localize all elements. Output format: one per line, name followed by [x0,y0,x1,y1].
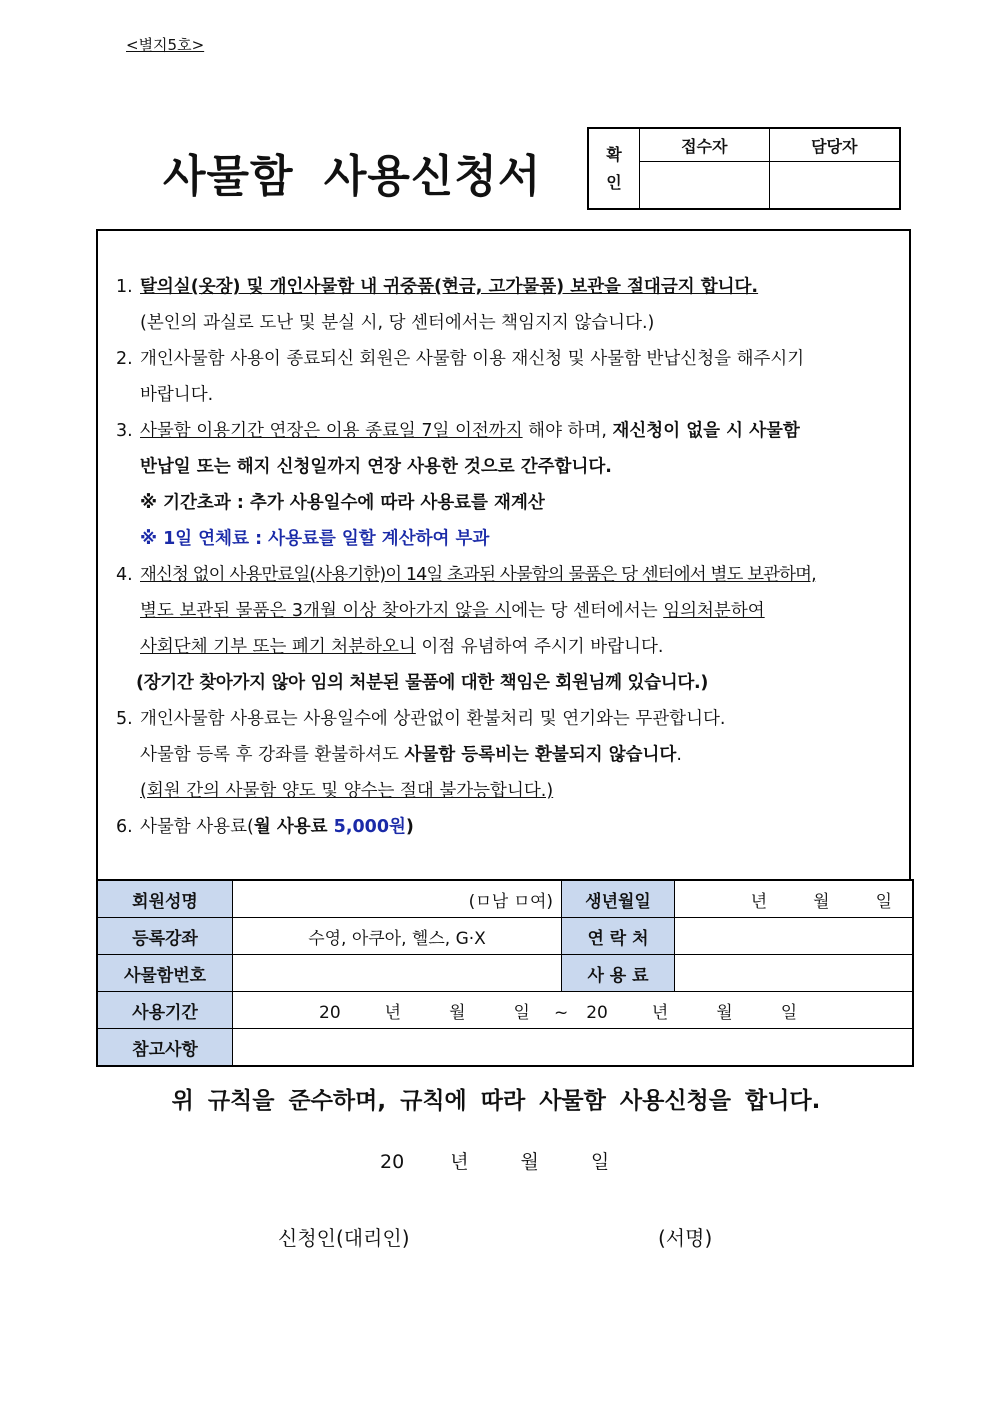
start-month-unit: 월 [449,1002,466,1023]
date-day-unit: 일 [590,1151,610,1173]
rule-4-note: (장기간 찾아가지 않아 임의 처분된 물품에 대한 책임은 회원님께 있습니다.) [136,673,709,693]
rule-4-text-a: 별도 보관된 물품은 3개월 이상 찾아가지 않을 시 [140,601,512,621]
signature-field[interactable]: (서명) [658,1226,713,1250]
rule-1-note: (본인의 과실로 도난 및 분실 시, 당 센터에서는 책임지지 않습니다.) [140,313,655,333]
table-row [97,880,913,918]
page-title: 사물함 사용신청서 [163,151,542,202]
date-month-unit: 월 [520,1151,539,1173]
application-date[interactable] [380,1147,609,1174]
usage-fee-label: 사 용 료 [562,955,675,992]
rule-3-text-c: 재신청이 없을 시 사물함 [612,421,800,441]
rule-3-text-b: 해야 하며, [522,421,613,441]
rule-5-text-a: 사물함 등록 후 강좌를 환불하셔도 [140,745,405,765]
locker-number-label: 사물함번호 [97,955,233,992]
rule-4-text-e: 이점 유념하여 주시기 바랍니다. [415,637,664,657]
table-row [97,918,913,955]
rule-1 [116,269,889,305]
month-unit: 월 [813,891,830,912]
rule-number: 3. [116,421,133,441]
start-year-unit: 년 [384,1002,402,1023]
birth-date-field[interactable] [675,880,914,918]
table-row [97,992,913,1029]
rule-4-text-b: 에는 당 센터에서는 [511,601,664,621]
rule-5-text-b: 사물함 등록비는 환불되지 않습니다 [404,745,677,765]
birth-date-label: 생년월일 [562,880,675,918]
usage-fee-field[interactable] [675,955,914,992]
table-row [97,955,913,992]
date-century: 20 [380,1151,405,1173]
day-unit: 일 [875,891,892,912]
table-row [97,1029,913,1067]
pledge-statement: 위 규칙을 준수하며, 규칙에 따라 사물함 사용신청을 합니다. [171,1088,821,1114]
member-name-label: 회원성명 [97,880,233,918]
end-month-unit: 월 [716,1002,733,1023]
rule-6-text-a: 사물함 사용료( [140,817,254,837]
rule-6-text-b: 월 사용료 [253,817,334,837]
usage-period-field[interactable] [233,992,914,1029]
rule-number: 6. [116,817,133,837]
rule-5-text: 개인사물함 사용료는 사용일수에 상관없이 환불처리 및 연기와는 무관합니다. [140,709,726,729]
rule-4-cont-1 [116,593,889,629]
rule-6-text-d: ) [405,817,414,837]
form-number-tag: <별지5호> [126,36,205,54]
rule-2-text: 개인사물함 사용이 종료되신 회원은 사물함 이용 재신청 및 사물함 반납신청을 해주시기 [140,349,805,369]
rule-3-note-overtime: ※ 기간초과 : 추가 사용일수에 따라 사용료를 재계산 [140,493,545,513]
receiver-header: 접수자 [640,128,770,162]
rule-4-text-c: 임의처분하여 [663,601,765,621]
contact-label: 연 락 처 [562,918,675,955]
confirm-label [588,128,640,209]
year-unit: 년 [750,891,768,912]
rule-4-cont-2 [116,629,889,665]
rules-notice-box [96,229,911,879]
rule-6 [116,809,889,845]
rule-3-cont: 반납일 또는 해지 신청일까지 연장 사용한 것으로 간주합니다. [140,457,612,477]
gender-checkbox-group[interactable]: (ㅁ남 ㅁ여) [468,891,553,912]
start-day-unit: 일 [513,1002,530,1023]
rule-number: 1. [116,277,133,297]
confirm-label-top: 확 [606,144,622,164]
rule-5 [116,701,889,737]
rule-2 [116,341,889,377]
memo-field[interactable] [233,1029,914,1067]
monthly-fee-amount: 5,000원 [333,817,406,837]
course-label: 등록강좌 [97,918,233,955]
contact-field[interactable] [675,918,914,955]
confirm-label-bottom: 인 [606,172,622,192]
usage-period-label: 사용기간 [97,992,233,1029]
rule-2-cont: 바랍니다. [140,385,214,405]
manager-header: 담당자 [769,128,900,162]
member-info-table [96,879,914,1067]
applicant-label: 신청인(대리인) [278,1226,410,1250]
rule-number: 2. [116,349,133,369]
rule-4 [116,557,889,593]
locker-number-field[interactable] [233,955,562,992]
member-name-field[interactable] [233,880,562,918]
manager-signature-cell[interactable] [769,162,900,210]
rule-1-text: 탈의실(옷장) 및 개인사물함 내 귀중품(현금, 고가물품) 보관을 절대금지 합니다. [140,277,759,297]
date-year-unit: 년 [450,1151,469,1173]
memo-label: 참고사항 [97,1029,233,1067]
rule-number: 5. [116,709,133,729]
end-day-unit: 일 [780,1002,798,1023]
rule-5-text-c: . [676,745,682,765]
rule-number: 4. [116,565,133,585]
period-separator: ~ [553,1002,569,1023]
rule-5-cont [116,737,889,773]
rule-3 [116,413,889,449]
end-century: 20 [586,1002,608,1023]
rule-4-text-d: 사회단체 기부 또는 폐기 처분하오니 [140,637,416,657]
receiver-signature-cell[interactable] [640,162,770,210]
end-year-unit: 년 [651,1002,669,1023]
rules-list [116,269,889,845]
course-field[interactable]: 수영, 아쿠아, 헬스, G·X [233,918,562,955]
rule-3-text-a: 사물함 이용기간 연장은 이용 종료일 7일 이전까지 [140,421,523,441]
rule-3-note-late-fee: ※ 1일 연체료 : 사용료를 일할 계산하여 부과 [140,529,490,549]
confirmation-box [587,127,901,210]
rule-4-text: 재신청 없이 사용만료일(사용기한)이 14일 초과된 사물함의 물품은 당 센터에서 별도 보관하며, [140,565,816,585]
rule-5-note: (회원 간의 사물함 양도 및 양수는 절대 불가능합니다.) [140,781,554,801]
start-century: 20 [319,1002,341,1023]
